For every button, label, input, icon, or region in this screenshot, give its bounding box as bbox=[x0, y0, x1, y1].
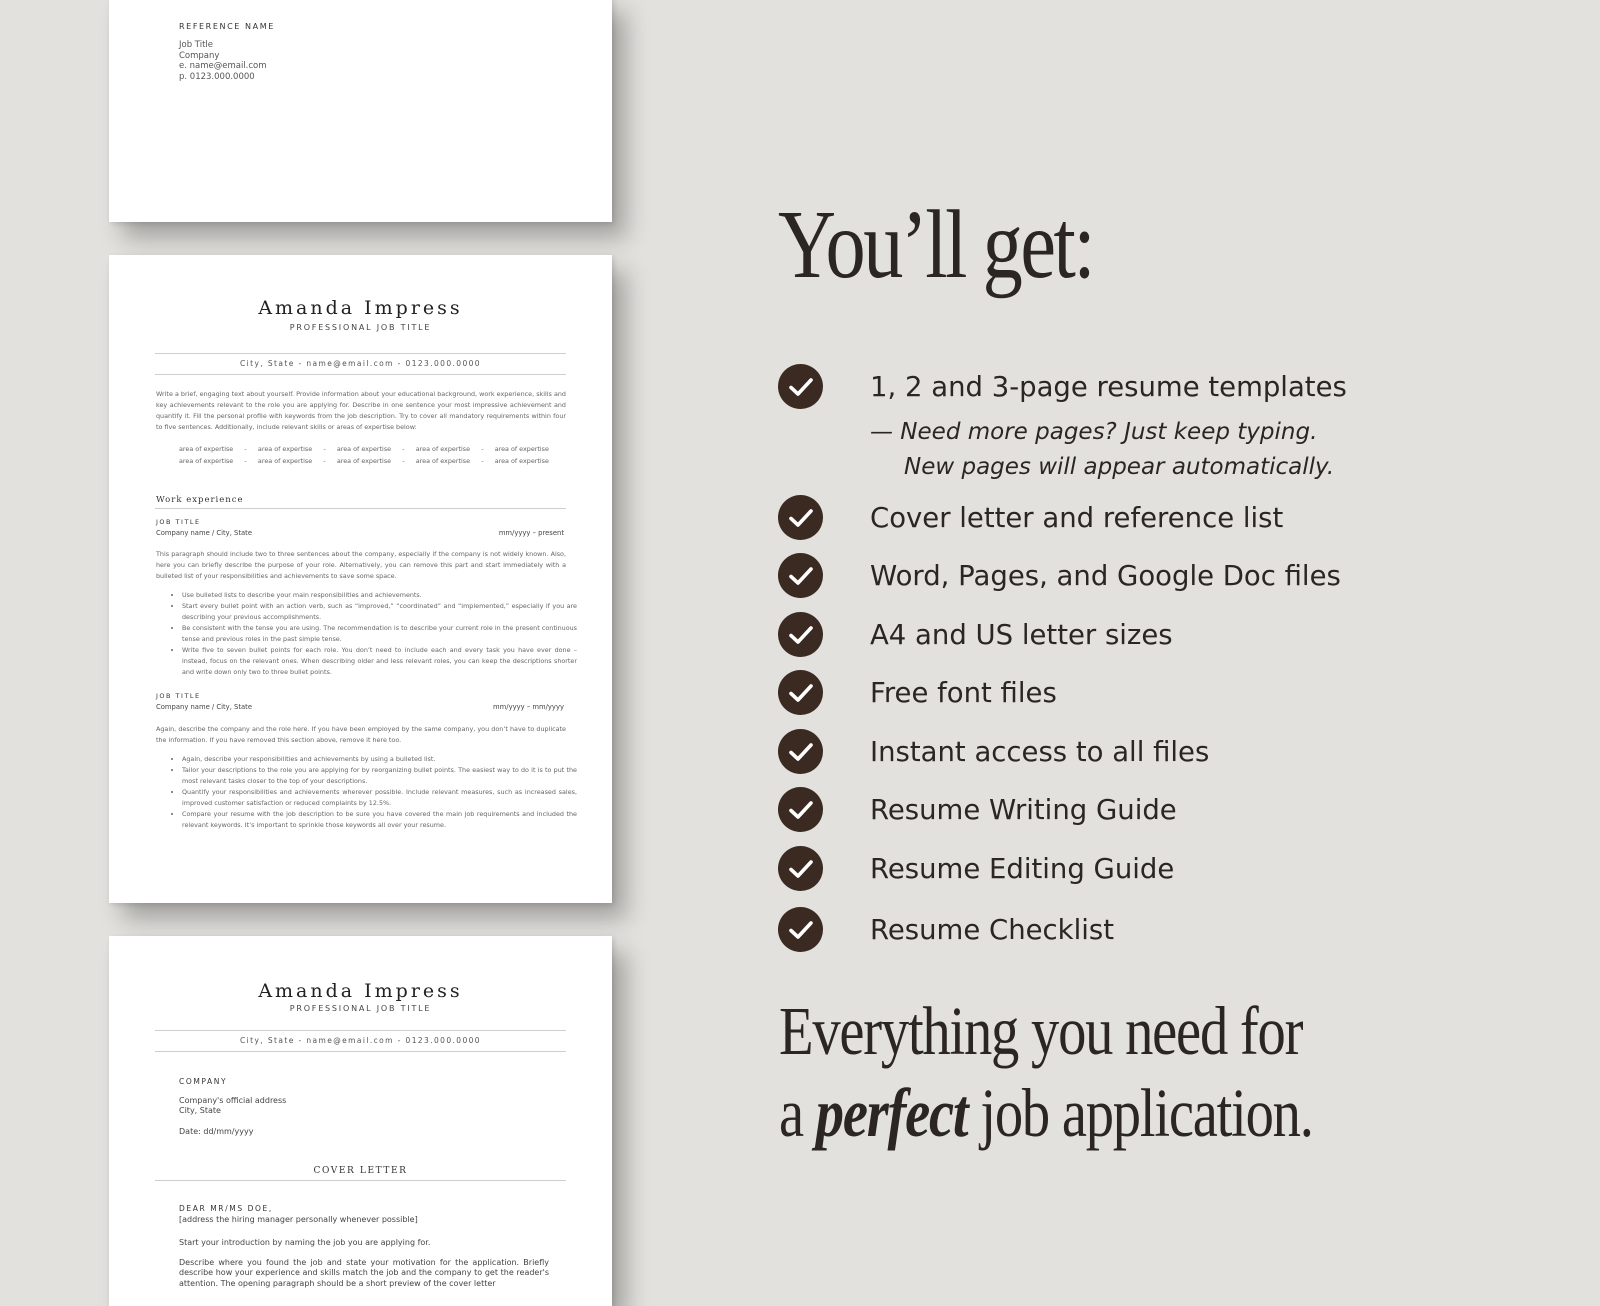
expertise-item: area of expertise bbox=[336, 456, 392, 465]
feature-note-line: — Need more pages? Just keep typing. bbox=[870, 419, 1318, 445]
feature-label: Word, Pages, and Google Doc files bbox=[870, 559, 1341, 592]
divider bbox=[155, 1030, 566, 1031]
expertise-item: area of expertise bbox=[336, 445, 392, 453]
feature-item bbox=[778, 787, 1177, 832]
reference-line: e. name@email.com bbox=[179, 61, 267, 71]
address-line: City, State bbox=[179, 1106, 221, 1115]
feature-label: Free font files bbox=[870, 676, 1057, 709]
expertise-item: area of expertise bbox=[494, 445, 549, 453]
list-item: • Write five to seven bullet points for each role. You don’t need to include each and every task you have ever done – instead, focus on the relevant ones. When describing older and less relevant roles, you can keep the descriptions shorter and write down only two to three bullet points. bbox=[182, 645, 577, 678]
tagline-text: job application. bbox=[967, 1075, 1313, 1151]
expertise-list: area of expertise - area of expertise - area of expertise - area of expertise - area of expertise area of expertise - area of expertise - area of expertise - area of expertise - area of expertise bbox=[179, 444, 549, 467]
expertise-item: area of expertise bbox=[415, 456, 470, 465]
job-dates: mm/yyyy – present bbox=[498, 529, 564, 537]
check-circle-icon bbox=[778, 670, 823, 715]
feature-label: Instant access to all files bbox=[870, 735, 1210, 768]
job-title: JOB TITLE bbox=[156, 692, 201, 700]
list-item: • Quantify your responsibilities and achievements wherever possible. Include relevant measures, such as increased sales, improved customer satisfaction or reduced complaints by 12.5%. bbox=[182, 787, 577, 809]
job-description: This paragraph should include two to three sentences about the company, especially if the company is not widely known. Also, here you can briefly describe the purpose of your role. Alternatively, you can remove this part and start immediately with a bulleted list of your responsibilities and achievements to save some space. bbox=[156, 550, 566, 580]
divider bbox=[155, 353, 566, 354]
expertise-item: area of expertise bbox=[179, 445, 234, 453]
expertise-item: area of expertise bbox=[494, 456, 549, 465]
feature-label: Resume Editing Guide bbox=[870, 852, 1175, 885]
feature-label: Resume Checklist bbox=[870, 913, 1114, 946]
feature-label: Cover letter and reference list bbox=[870, 501, 1284, 534]
tagline-text: a bbox=[779, 1075, 816, 1151]
list-item: • Compare your resume with the job description to be sure you have covered the main job requirements and included the relevant keywords. It’s important to sprinkle those keywords all over your resume. bbox=[182, 809, 577, 831]
check-circle-icon bbox=[778, 612, 823, 657]
list-item: • Tailor your descriptions to the role you are applying for by reorganizing bullet points. The easiest way to do it is to put the most relevant tasks closer to the top of your descriptions. bbox=[182, 765, 577, 787]
company-address bbox=[179, 1077, 286, 1137]
reference-line: Company bbox=[179, 50, 220, 61]
reference-line: p. 0123.000.0000 bbox=[179, 71, 255, 82]
feature-item bbox=[778, 729, 1210, 774]
job-bullets bbox=[169, 590, 577, 678]
address-line: Company's official address bbox=[179, 1095, 287, 1105]
reference-line: Job Title bbox=[179, 40, 214, 50]
divider bbox=[155, 1051, 566, 1052]
divider bbox=[155, 374, 566, 375]
resume-profile: Write a brief, engaging text about yourself. Provide information about your educational background, work experience, skills and key achievements relevant to the role you are applying for. Describe in one sentence your most impressive achievement and quantify it. Fill the personal profile with keywords from the job description. Try to cover all mandatory requirements within four to five sentences. Additionally, include relevant skills or areas of expertise below: bbox=[156, 390, 566, 431]
feature-item bbox=[778, 553, 1341, 598]
cover-job-title: PROFESSIONAL JOB TITLE bbox=[289, 1004, 432, 1013]
check-circle-icon bbox=[778, 729, 823, 774]
feature-item bbox=[778, 495, 1284, 540]
list-item: • Be consistent with the tense you are using. The recommendation is to describe your current role in the present continuous tense and previous roles in the past simple tense. bbox=[182, 623, 577, 645]
expertise-item: area of expertise bbox=[257, 445, 313, 453]
feature-item bbox=[778, 907, 1114, 952]
feature-item bbox=[778, 364, 1347, 409]
reference-list-preview bbox=[109, 0, 612, 222]
work-experience-heading: Work experience bbox=[156, 495, 244, 505]
feature-note-line: New pages will appear automatically. bbox=[904, 454, 1335, 480]
letter-date: Date: dd/mm/yyyy bbox=[179, 1126, 254, 1136]
feature-item bbox=[778, 612, 1173, 657]
job-dates: mm/yyyy – mm/yyyy bbox=[493, 703, 564, 711]
resume-name: Amanda Impress bbox=[258, 297, 463, 319]
feature-note bbox=[870, 415, 1334, 485]
salutation: DEAR MR/MS DOE, bbox=[179, 1204, 273, 1213]
job-company: Company name / City, State bbox=[156, 703, 253, 711]
job-title: JOB TITLE bbox=[156, 518, 201, 526]
list-item: • Again, describe your responsibilities and achievements by using a bulleted list. bbox=[182, 754, 577, 765]
resume-contact: City, State - name@email.com - 0123.000.0000 bbox=[240, 359, 481, 368]
tagline bbox=[779, 990, 1313, 1154]
resume-preview bbox=[109, 255, 612, 903]
check-circle-icon bbox=[778, 787, 823, 832]
company-label: COMPANY bbox=[179, 1077, 228, 1086]
feature-item bbox=[778, 846, 1175, 891]
cover-name: Amanda Impress bbox=[258, 980, 463, 1002]
cover-contact: City, State - name@email.com - 0123.000.0000 bbox=[240, 1036, 481, 1045]
letter-intro: Start your introduction by naming the job you are applying for. bbox=[179, 1238, 431, 1247]
check-circle-icon bbox=[778, 364, 823, 409]
feature-label: A4 and US letter sizes bbox=[870, 618, 1173, 651]
expertise-item: area of expertise bbox=[415, 445, 470, 453]
feature-label: 1, 2 and 3-page resume templates bbox=[870, 370, 1347, 403]
check-circle-icon bbox=[778, 495, 823, 540]
reference-name: REFERENCE NAME bbox=[179, 22, 275, 31]
headline: You’ll get: bbox=[778, 191, 1094, 299]
reference-block bbox=[179, 22, 275, 82]
letter-paragraph: Describe where you found the job and state your motivation for the application. Briefly describe how your experience and skills match the job and the company to get the reader's attention. The opening paragraph should be a short preview of the cover letter bbox=[179, 1257, 549, 1288]
check-circle-icon bbox=[778, 553, 823, 598]
cover-letter-heading: COVER LETTER bbox=[313, 1166, 408, 1176]
list-item: • Use bulleted lists to describe your main responsibilities and achievements. bbox=[182, 590, 577, 601]
tagline-emphasis: perfect bbox=[815, 1075, 968, 1151]
divider bbox=[155, 1180, 566, 1181]
letter-body bbox=[179, 1204, 549, 1289]
feature-label: Resume Writing Guide bbox=[870, 793, 1177, 826]
tagline-line: Everything you need for bbox=[779, 993, 1303, 1069]
job-description: Again, describe the company and the role here. If you have been employed by the same company, you don’t have to duplicate the information. If you have removed this section above, remove it here too. bbox=[156, 725, 566, 744]
resume-job-title: PROFESSIONAL JOB TITLE bbox=[289, 323, 432, 332]
salutation-note: [address the hiring manager personally whenever possible] bbox=[179, 1214, 418, 1224]
list-item: • Start every bullet point with an action verb, such as “improved,” “coordinated” and “implemented,” especially if you are describing your previous accomplishments. bbox=[182, 601, 577, 623]
expertise-item: area of expertise bbox=[257, 456, 313, 465]
divider bbox=[155, 508, 566, 509]
job-company: Company name / City, State bbox=[156, 529, 253, 537]
check-circle-icon bbox=[778, 846, 823, 891]
job-bullets bbox=[169, 754, 577, 831]
feature-item bbox=[778, 670, 1057, 715]
tagline-line bbox=[779, 1072, 1313, 1154]
expertise-item: area of expertise bbox=[179, 456, 234, 465]
cover-letter-preview bbox=[109, 936, 612, 1306]
check-circle-icon bbox=[778, 907, 823, 952]
